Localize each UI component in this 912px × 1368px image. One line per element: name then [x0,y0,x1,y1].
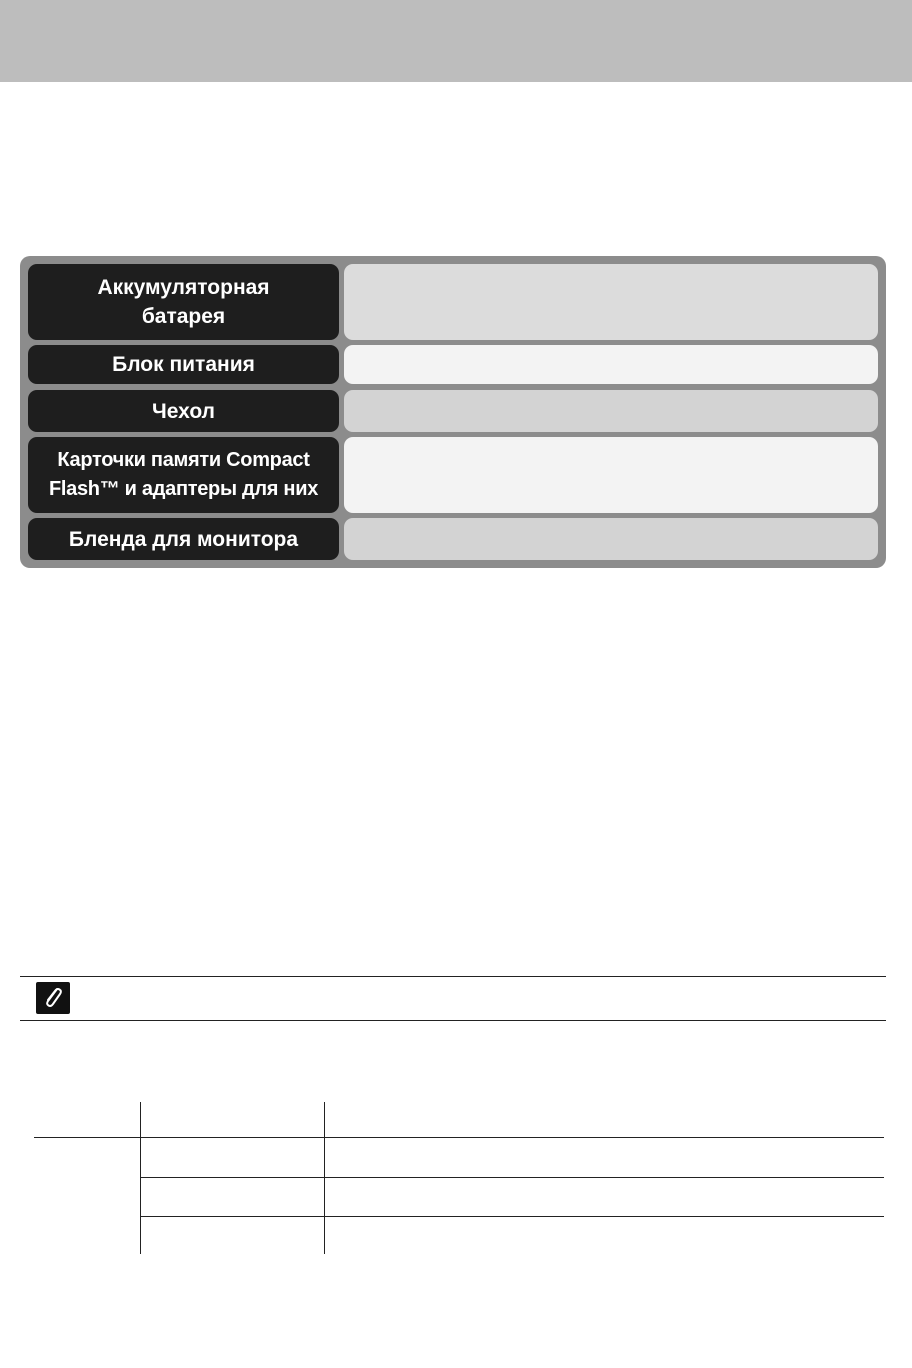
accessory-row [28,390,878,432]
table-column-divider [140,1102,141,1254]
accessory-row [28,345,878,384]
note-top-rule [20,976,886,977]
accessory-value-case [344,390,878,432]
accessories-table [20,256,886,568]
accessory-label-memory-cards: Карточки памяти Compact Flash™ и адаптеры для них [28,437,339,513]
accessory-value-monitor-hood [344,518,878,560]
accessory-label-monitor-hood: Бленда для монитора [28,518,339,560]
table-row-divider [140,1177,884,1178]
accessory-label-battery: Аккумуляторная батарея [28,264,339,340]
note-bottom-rule [20,1020,886,1021]
table-row-divider [34,1137,884,1138]
accessory-value-power-supply [344,345,878,384]
accessory-row [28,264,878,340]
table-row-divider [140,1216,884,1217]
paperclip-icon [36,982,70,1014]
accessory-row [28,518,878,560]
accessory-label-case: Чехол [28,390,339,432]
accessory-value-battery [344,264,878,340]
accessory-label-power-supply: Блок питания [28,345,339,384]
table-column-divider [324,1102,325,1254]
accessory-row [28,437,878,513]
accessory-value-memory-cards [344,437,878,513]
page-header-bar [0,0,912,82]
